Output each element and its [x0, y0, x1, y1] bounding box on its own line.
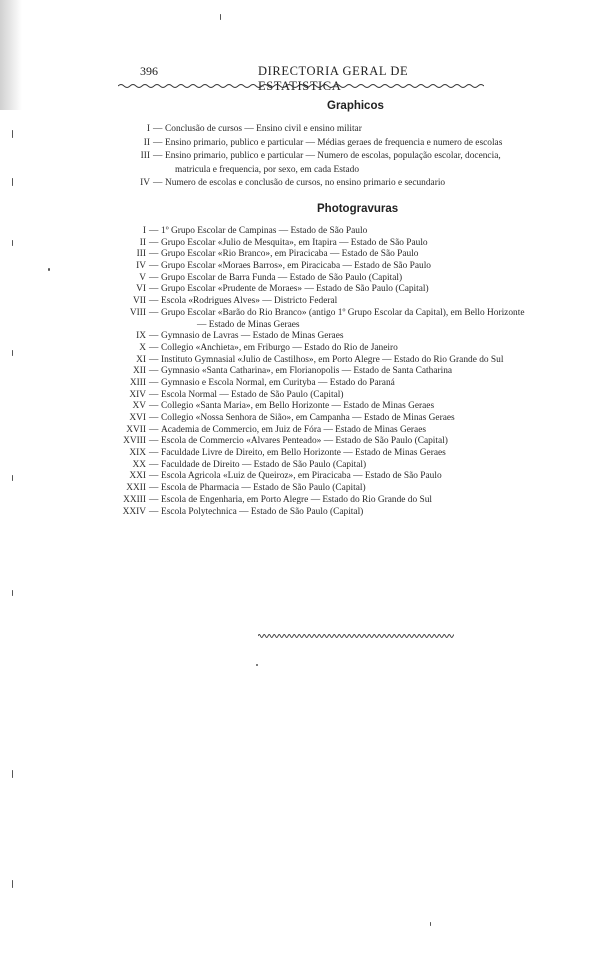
item-numeral: XIII [129, 377, 146, 388]
list-item [110, 377, 605, 389]
item-text: Faculdade Livre de Direito, em Bello Horizonte — Estado de Minas Geraes [161, 448, 446, 459]
item-dash: — [153, 124, 163, 134]
item-text: Escola «Rodrigues Alves» — Districto Federal [161, 296, 338, 307]
item-numeral: XI [136, 354, 146, 365]
list-item [126, 137, 601, 151]
item-text: Gymnasio de Lavras — Estado de Minas Geraes [161, 331, 344, 342]
speck [12, 350, 13, 356]
list-item [110, 295, 605, 307]
item-text: Grupo Escolar «Barão do Rio Branco» (antigo 1º Grupo Escolar da Capital), em Bello Horizonte [161, 307, 525, 318]
list-item [110, 272, 605, 284]
list-item [110, 459, 605, 471]
item-text: Ensino primario, publico e particular — Médias geraes de frequencia e numero de escolas [165, 137, 503, 148]
item-numeral: VI [136, 284, 146, 295]
item-dash: — [149, 366, 159, 377]
speck [12, 178, 13, 186]
item-dash: — [149, 284, 159, 295]
item-numeral: XV [132, 401, 146, 412]
item-numeral: II [143, 137, 150, 148]
item-dash: — [149, 307, 159, 318]
graphicos-list [126, 123, 601, 191]
item-text: Instituto Gymnasial «Julio de Castilhos», em Porto Alegre — Estado do Rio Grande do Sul [161, 354, 504, 365]
header-wavy-rule [118, 83, 484, 89]
item-dash: — [149, 506, 159, 517]
item-numeral: XX [132, 459, 146, 470]
list-item [110, 506, 605, 518]
list-item [110, 365, 605, 377]
item-numeral: XXIV [122, 506, 146, 517]
photogravuras-list [110, 225, 605, 517]
item-text: Escola Normal — Estado de São Paulo (Capital) [161, 389, 344, 400]
item-text: Grupo Escolar «Julio de Mesquita», em Itapira — Estado de São Paulo [161, 237, 428, 248]
item-dash: — [149, 226, 159, 236]
item-numeral: I [146, 124, 150, 134]
item-numeral: II [139, 237, 146, 248]
list-item [110, 400, 605, 412]
item-dash: — [149, 249, 159, 260]
item-dash: — [149, 436, 159, 447]
speck [12, 130, 13, 138]
item-dash: — [149, 331, 159, 342]
list-item [110, 342, 605, 354]
item-numeral: I [142, 226, 146, 236]
list-item [110, 447, 605, 459]
item-text: 1º Grupo Escolar de Campinas — Estado de São Paulo [161, 226, 368, 236]
running-title: DIRECTORIA GERAL DE ESTATISTICA [258, 64, 409, 93]
list-item [126, 150, 601, 177]
list-item [110, 412, 605, 424]
item-text: Gymnasio «Santa Catharina», em Florianopolis — Estado de Santa Catharina [161, 366, 453, 377]
item-text: Academia de Commercio, em Juiz de Fóra — Estado de Minas Geraes [161, 424, 427, 435]
item-text: Escola Polytechnica — Estado de São Paulo (Capital) [161, 506, 364, 517]
item-text: Numero de escolas e conclusão de cursos, no ensino primario e secundario [165, 178, 446, 188]
item-dash: — [153, 178, 163, 188]
item-dash: — [149, 272, 159, 283]
list-item [110, 283, 605, 295]
item-text: Grupo Escolar «Prudente de Moraes» — Estado de São Paulo (Capital) [161, 284, 429, 295]
item-dash: — [149, 377, 159, 388]
item-dash: — [149, 389, 159, 400]
section-title-photogravuras: Photogravuras [317, 203, 399, 215]
item-dash: — [149, 424, 159, 435]
item-text: Faculdade de Direito — Estado de São Paulo (Capital) [161, 459, 367, 470]
item-dash: — [149, 459, 159, 470]
item-text: Grupo Escolar de Barra Funda — Estado de São Paulo (Capital) [161, 272, 403, 283]
item-text: Escola Agricola «Luiz de Queiroz», em Piracicaba — Estado de São Paulo [161, 471, 442, 482]
item-text: Escola de Pharmacia — Estado de São Paulo (Capital) [161, 483, 366, 494]
item-numeral: VII [132, 296, 146, 307]
list-item [110, 494, 605, 506]
item-numeral: XVII [126, 424, 146, 435]
speck [220, 14, 221, 20]
item-numeral: XXII [126, 483, 146, 494]
list-item [110, 237, 605, 249]
list-item [110, 330, 605, 342]
item-numeral: XII [132, 366, 146, 377]
speck [48, 268, 50, 271]
item-dash: — [149, 483, 159, 494]
item-numeral: XIV [129, 389, 146, 400]
list-item [110, 225, 605, 237]
item-numeral: IV [136, 261, 146, 272]
item-dash: — [149, 296, 159, 307]
item-text: Escola de Commercio «Alvares Penteado» — Estado de São Paulo (Capital) [161, 436, 448, 447]
item-numeral: III [136, 249, 146, 260]
closing-ornament [258, 632, 454, 640]
page-number: 396 [140, 64, 158, 78]
item-text: Gymnasio e Escola Normal, em Curityba — Estado do Paraná [161, 377, 395, 388]
item-dash: — [149, 401, 159, 412]
item-text: Grupo Escolar «Rio Branco», em Piracicaba — Estado de São Paulo [161, 249, 419, 260]
speck [12, 240, 13, 246]
item-numeral: XVIII [123, 436, 146, 447]
item-numeral: VIII [129, 307, 146, 318]
item-dash: — [149, 448, 159, 459]
item-numeral: IX [136, 331, 146, 342]
item-numeral: XVI [129, 413, 146, 424]
item-numeral: V [139, 272, 146, 283]
item-text: Collegio «Santa Maria», em Bello Horizonte — Estado de Minas Geraes [161, 401, 435, 412]
item-text: Collegio «Anchieta», em Friburgo — Estado do Rio de Janeiro [161, 342, 398, 353]
item-text-continuation: — Estado de Minas Geraes [197, 319, 300, 330]
speck [12, 770, 13, 778]
list-item [110, 248, 605, 260]
page-header [118, 64, 484, 93]
item-text: Collegio «Nossa Senhora de Sião», em Campanha — Estado de Minas Geraes [161, 413, 455, 424]
item-dash: — [149, 471, 159, 482]
item-dash: — [149, 261, 159, 272]
item-numeral: XXIII [123, 494, 146, 505]
item-numeral: XIX [129, 448, 146, 459]
item-text: Conclusão de cursos — Ensino civil e ensino militar [165, 124, 362, 134]
list-item [126, 177, 601, 191]
list-item [126, 123, 601, 137]
list-item [110, 389, 605, 401]
item-dash: — [153, 151, 163, 161]
item-text: Grupo Escolar «Moraes Barros», em Piracicaba — Estado de São Paulo [161, 261, 431, 272]
item-dash: — [149, 237, 159, 248]
item-dash: — [149, 354, 159, 365]
item-numeral: X [139, 342, 146, 353]
speck [12, 475, 13, 481]
section-title-graphicos: Graphicos [327, 100, 384, 112]
speck [12, 590, 13, 596]
list-item [110, 435, 605, 447]
speck [256, 664, 258, 666]
list-item [110, 424, 605, 436]
speck [12, 880, 13, 888]
item-text-continuation: matricula e frequencia, por sexo, em cada Estado [175, 164, 360, 175]
item-numeral: III [140, 151, 150, 161]
item-text: Ensino primario, publico e particular — Numero de escolas, população escolar, docencia, [165, 151, 501, 161]
list-item [110, 482, 605, 494]
item-dash: — [149, 413, 159, 424]
list-item [110, 470, 605, 482]
item-numeral: IV [140, 178, 150, 188]
item-dash: — [149, 494, 159, 505]
speck [430, 922, 431, 926]
list-item [110, 260, 605, 272]
list-item [110, 307, 605, 330]
item-dash: — [153, 137, 163, 148]
item-dash: — [149, 342, 159, 353]
list-item [110, 354, 605, 366]
item-numeral: XXI [129, 471, 146, 482]
item-text: Escola de Engenharia, em Porto Alegre — Estado do Rio Grande do Sul [161, 494, 433, 505]
scan-edge-shadow [0, 0, 22, 110]
